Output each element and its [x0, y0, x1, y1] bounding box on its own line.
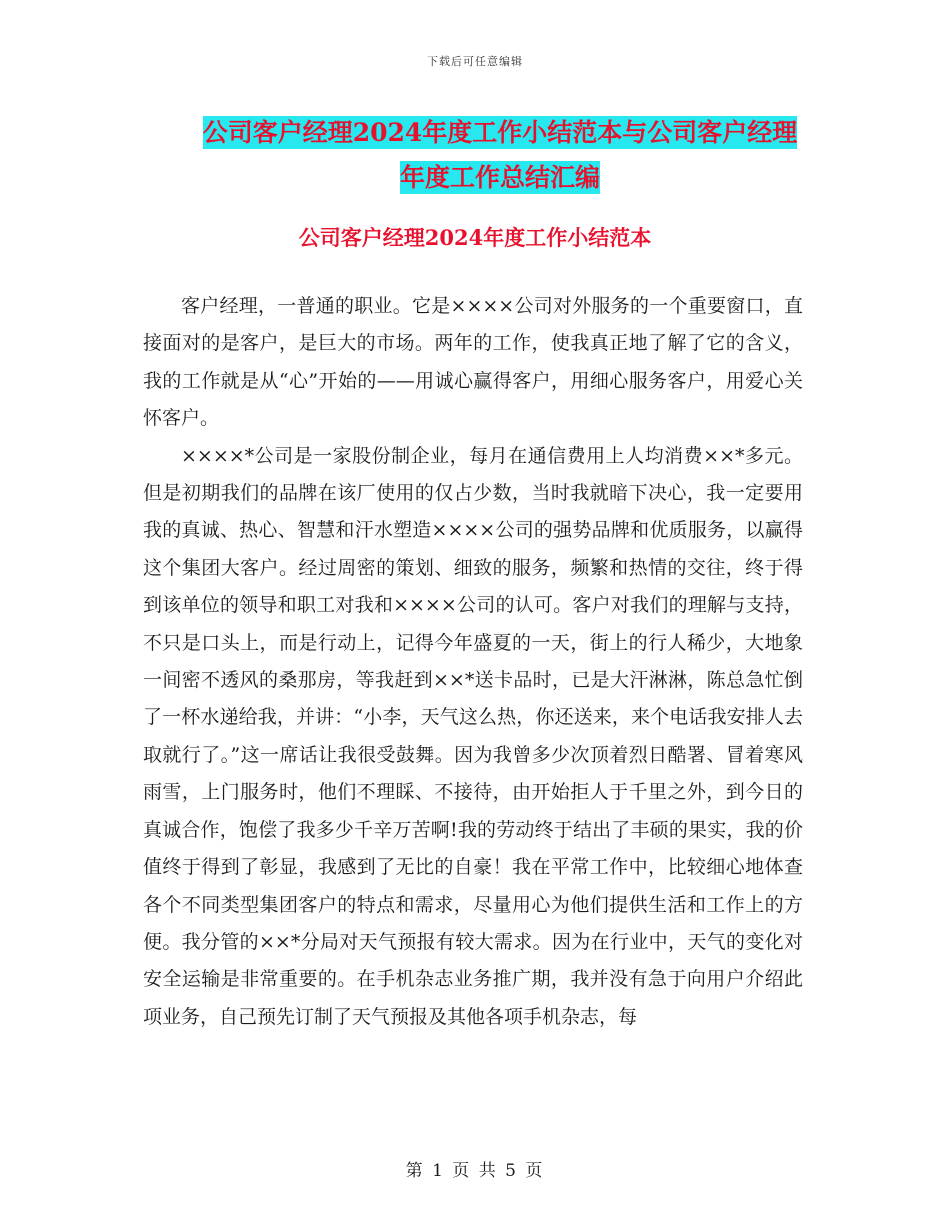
document-title-line-1: 公司客户经理2024年度工作小结范本与公司客户经理: [202, 118, 798, 147]
section-title: 公司客户经理2024年度工作小结范本: [298, 225, 652, 250]
header-note: 下载后可任意编辑: [427, 55, 523, 68]
paragraph-1: 客户经理，一普通的职业。它是××××公司对外服务的一个重要窗口，直接面对的是客户，是巨大的市场。两年的工作，使我真正地了解了它的含义，我的工作就是从“心”开始的——用诚心赢得客户，用细心服务客户，用爱心关怀客户。: [143, 295, 803, 430]
page-footer: 第 1 页 共 5 页: [405, 1161, 545, 1181]
document-title-line-2: 年度工作总结汇编: [399, 163, 600, 192]
document-title: [140, 110, 860, 200]
body-text: [143, 288, 803, 1036]
paragraph-2: ××××*公司是一家股份制企业，每月在通信费用上人均消费××*多元。但是初期我们的品牌在该厂使用的仅占少数，当时我就暗下决心，我一定要用我的真诚、热心、智慧和汗水塑造××××公司的强势品牌和优质服务，以赢得这个集团大客户。经过周密的策划、细致的服务，频繁和热情的交往，终于得到该单位的领导和职工对我和××××公司的认可。客户对我们的理解与支持，不只是口头上，而是行动上，记得今年盛夏的一天，街上的行人稀少，大地象一间密不透风的桑那房，等我赶到××*送卡品时，已是大汗淋淋，陈总急忙倒了一杯水递给我，并讲：“小李，天气这么热，你还送来，来个电话我安排人去取就行了。”这一席话让我很受鼓舞。因为我曾多少次顶着烈日酷署、冒着寒风雨雪，上门服务时，他们不理睬、不接待，由开始拒人于千里之外，到今日的真诚合作，饱偿了我多少千辛万苦啊!我的劳动终于结出了丰硕的果实，我的价值终于得到了彰显，我感到了无比的自豪！我在平常工作中，比较细心地体查各个不同类型集团客户的特点和需求，尽量用心为他们提供生活和工作上的方便。我分管的××*分局对天气预报有较大需求。因为在行业中，天气的变化对安全运输是非常重要的。在手机杂志业务推广期，我并没有急于向用户介绍此项业务，自己预先订制了天气预报及其他各项手机杂志，每: [143, 444, 803, 1028]
